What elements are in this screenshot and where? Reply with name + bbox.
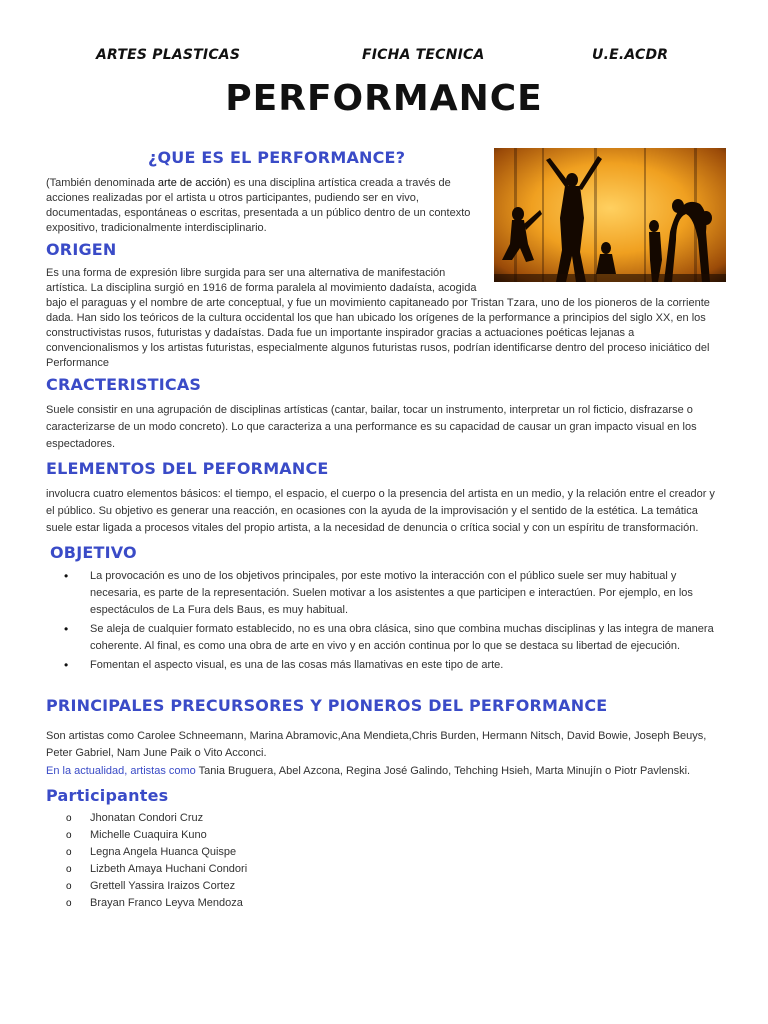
elementos-paragraph: involucra cuatro elementos básicos: el tiempo, el espacio, el cuerpo o la presencia del artista en un medio, y la relación entre el creador y el público. Su objetivo es generar una reacción, en ocasiones con la ayuda de la improvisación y el sentido de la estética. La temática suele estar ligada a procesos vitales del propio artista, a la necesidad de denuncia o crítica social y con un espíritu de transformación. [46,488,715,534]
heading-participantes: Participantes [46,786,169,805]
objetivo-list [46,568,726,676]
objetivo-item-text: Fomentan el aspecto visual, es una de las cosas más llamativas en este tipo de arte. [90,659,504,671]
participant-name: Jhonatan Condori Cruz [90,812,204,824]
list-item [46,827,247,844]
participant-name: Brayan Franco Leyva Mendoza [90,897,243,909]
participant-name: Grettell Yassira Iraizos Cortez [90,880,236,892]
actualidad-text: Tania Bruguera, Abel Azcona, Regina José Galindo, Tehching Hsieh, Marta Minujín o Piotr Pavlenski. [195,765,691,777]
header-school: U.E.ACDR [592,47,669,63]
list-item [46,861,247,878]
bullet-icon: • [64,658,69,672]
heading-precursores: PRINCIPALES PRECURSORES Y PIONEROS DEL PERFORMANCE [46,696,608,715]
bullet-icon: • [64,622,69,636]
list-item [46,810,247,827]
document-header [0,47,768,67]
circle-bullet-icon: o [66,864,72,875]
participant-name: Michelle Cuaquira Kuno [90,829,207,841]
bullet-icon: • [64,569,69,583]
heading-caracteristicas: CRACTERISTICAS [46,375,202,394]
circle-bullet-icon: o [66,847,72,858]
actualidad-paragraph [46,763,720,780]
heading-elementos: ELEMENTOS DEL PEFORMANCE [46,459,329,478]
list-item [46,657,726,674]
list-item [46,621,726,655]
list-item [46,844,247,861]
que-es-text-mid: ) es una disciplina artística creada a través de [227,177,451,189]
participant-name: Lizbeth Amaya Huchani Condori [90,863,248,875]
actualidad-link[interactable]: En la actualidad, artistas como [46,765,196,777]
circle-bullet-icon: o [66,813,72,824]
circle-bullet-icon: o [66,898,72,909]
circle-bullet-icon: o [66,881,72,892]
caracteristicas-paragraph: Suele consistir en una agrupación de disciplinas artísticas (cantar, bailar, tocar un instrumento, interpretar un rol ficticio, disfrazarse o caracterizarse de un modo concreto). Lo que caracteriza a una performance es su capacidad de causar un gran impacto visual en los espectadores. [46,404,697,450]
term-arte-de-accion[interactable]: arte de acción [157,177,228,189]
page-title: PERFORMANCE [225,78,543,119]
list-item [46,568,726,619]
heading-objetivo: OBJETIVO [50,543,137,562]
list-item [46,895,247,912]
que-es-text-rest: acciones realizadas por el artista u otros participantes, pudiendo ser en vivo, documentadas, espontáneas o escritas, presentada a un público dentro de un contexto expositivo, tradicionalmente interdisciplinario. [46,192,471,234]
performance-silhouettes-image [494,148,726,282]
objetivo-item-text: Se aleja de cualquier formato establecido, no es una obra clásica, sino que combina muchas disciplinas y las integra de manera coherente. Al final, es como una obra de arte en vivo y en acción continua por lo que se destaca su libertad de ejecución. [90,623,714,652]
participantes-list [46,810,247,912]
que-es-text-start: (También denominada [46,177,158,189]
precursores-paragraph: Son artistas como Carolee Schneemann, Marina Abramovic,Ana Mendieta,Chris Burden, Hermann Nitsch, David Bowie, Joseph Beuys, Peter Gabriel, Nam June Paik o Vito Acconci. [46,730,707,759]
heading-que-es: ¿QUE ES EL PERFORMANCE? [148,148,406,167]
performance-photo [494,148,726,282]
photo-wrap-spacer [482,266,718,282]
que-es-paragraph [46,176,486,236]
origen-paragraph [46,266,718,371]
participant-name: Legna Angela Huanca Quispe [90,846,237,858]
objetivo-item-text: La provocación es uno de los objetivos principales, por este motivo la interacción con el público suele ser muy habitual y necesaria, es parte de la representación. Suelen motivar a los asistentes a que participen e interactúen. Por ejemplo, en los espectáculos de La Fura dels Baus, es muy habitual. [90,570,693,616]
heading-origen: ORIGEN [46,240,117,259]
origen-text: Es una forma de expresión libre surgida para ser una alternativa de manifestación artística. La disciplina surgió en 1916 de forma paralela al movimiento dadaísta, acogida bajo el paraguas y el nombre de arte conceptual, y fue un movimiento capitaneado por Tristan Tzara, uno de los pioneros de la corriente dada. Han sido los teóricos de la cultura occidental los que han ubicado los orígenes de la performance a principios del siglo XX, en los constructivistas rusos, futuristas y dadaístas. Dada fue un importante inspirador gracias a actuaciones poéticas lejanas a convencionalismos y los artistas futuristas, especialmente algunos futuristas rusos, podrían identificarse dentro del proceso iniciático del Performance [46,267,710,369]
header-subject: ARTES PLASTICAS [96,47,241,63]
header-doc-type: FICHA TECNICA [362,47,485,63]
circle-bullet-icon: o [66,830,72,841]
list-item [46,878,247,895]
